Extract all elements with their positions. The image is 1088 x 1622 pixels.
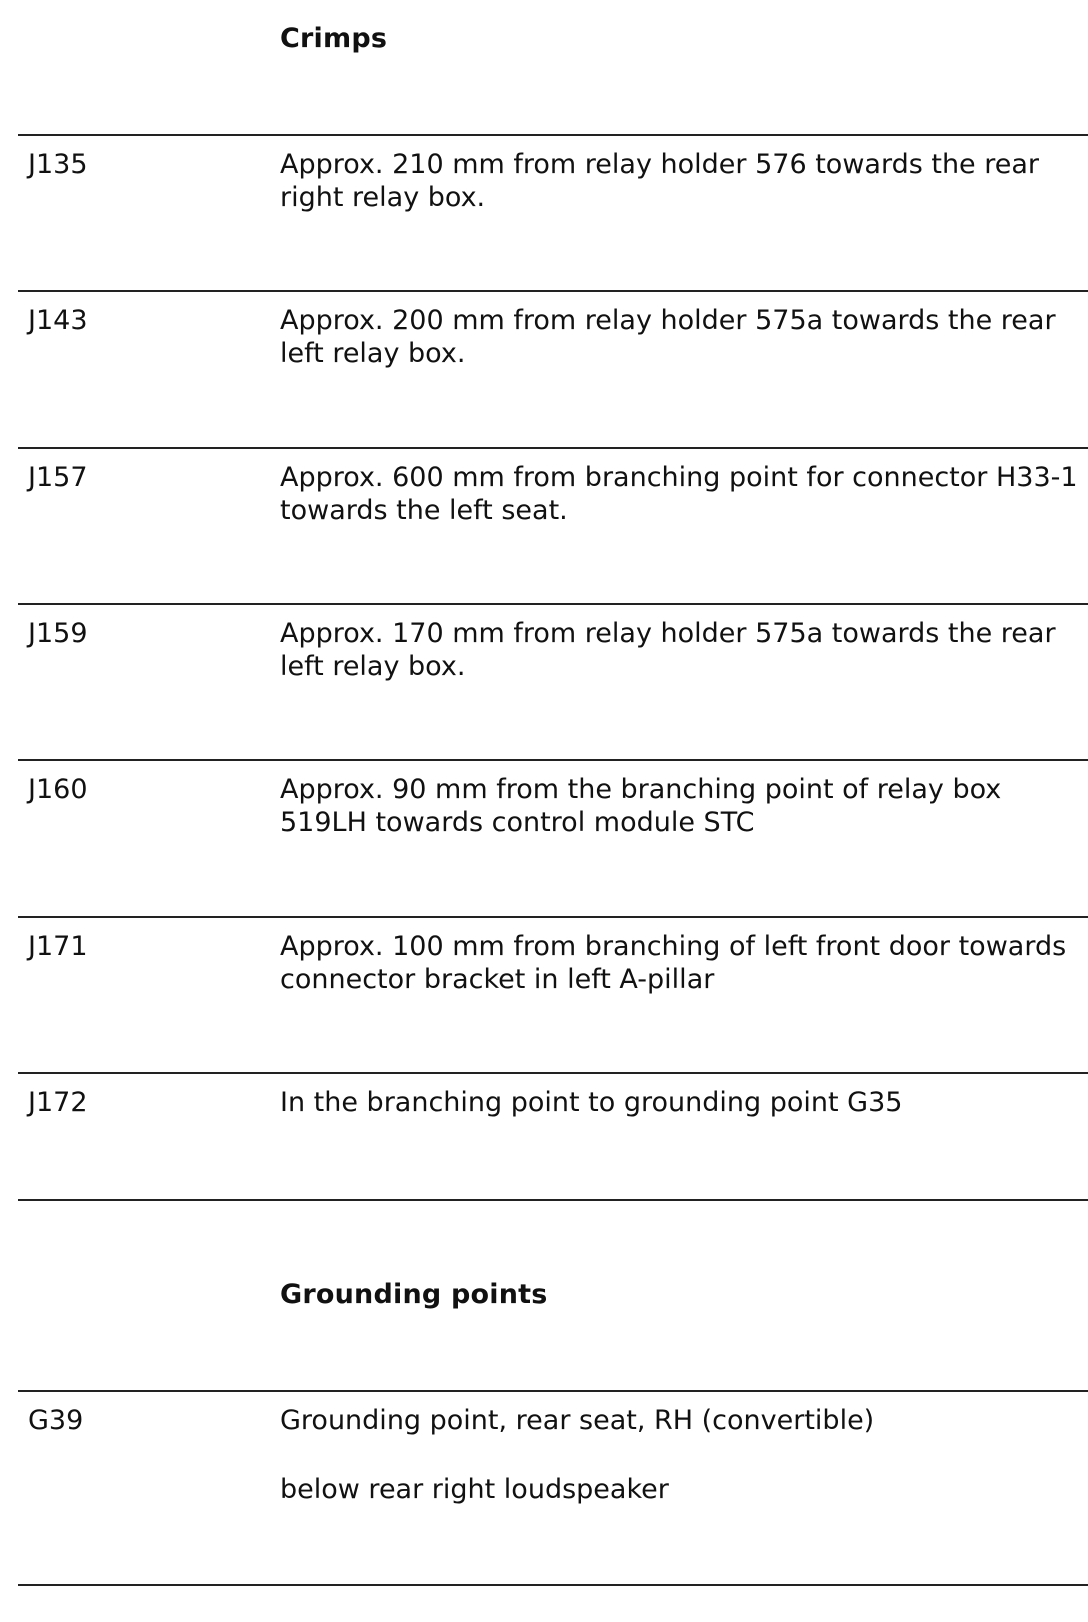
divider: [18, 916, 1088, 918]
crimp-code: J135: [28, 149, 88, 180]
crimp-code: J143: [28, 305, 88, 336]
grounding-description-main: Grounding point, rear seat, RH (convertible): [280, 1405, 875, 1436]
grounding-description: [280, 1404, 1080, 1506]
divider: [18, 1390, 1088, 1392]
divider: [18, 447, 1088, 449]
crimp-code: J171: [28, 931, 88, 962]
divider: [18, 290, 1088, 292]
section-heading-crimps: Crimps: [280, 23, 388, 54]
crimp-description: Approx. 200 mm from relay holder 575a towards the rear left relay box.: [280, 305, 1056, 369]
divider: [18, 134, 1088, 136]
divider: [18, 759, 1088, 761]
divider: [18, 1072, 1088, 1074]
crimp-description: In the branching point to grounding point G35: [280, 1087, 903, 1118]
grounding-description-note: below rear right loudspeaker: [280, 1474, 669, 1505]
divider: [18, 1199, 1088, 1201]
crimp-code: J172: [28, 1087, 88, 1118]
section-heading-grounding-points: Grounding points: [280, 1279, 548, 1310]
crimp-description: Approx. 210 mm from relay holder 576 towards the rear right relay box.: [280, 149, 1040, 213]
grounding-code: G39: [28, 1405, 84, 1436]
crimp-description: Approx. 600 mm from branching point for connector H33-1 towards the left seat.: [280, 462, 1078, 526]
divider: [18, 1584, 1088, 1586]
crimp-description: Approx. 90 mm from the branching point of relay box 519LH towards control module STC: [280, 774, 1002, 838]
crimp-code: J160: [28, 774, 88, 805]
crimp-description: Approx. 170 mm from relay holder 575a towards the rear left relay box.: [280, 618, 1056, 682]
divider: [18, 603, 1088, 605]
crimp-description: Approx. 100 mm from branching of left front door towards connector bracket in left A-pillar: [280, 931, 1067, 995]
crimp-code: J157: [28, 462, 88, 493]
crimp-code: J159: [28, 618, 88, 649]
